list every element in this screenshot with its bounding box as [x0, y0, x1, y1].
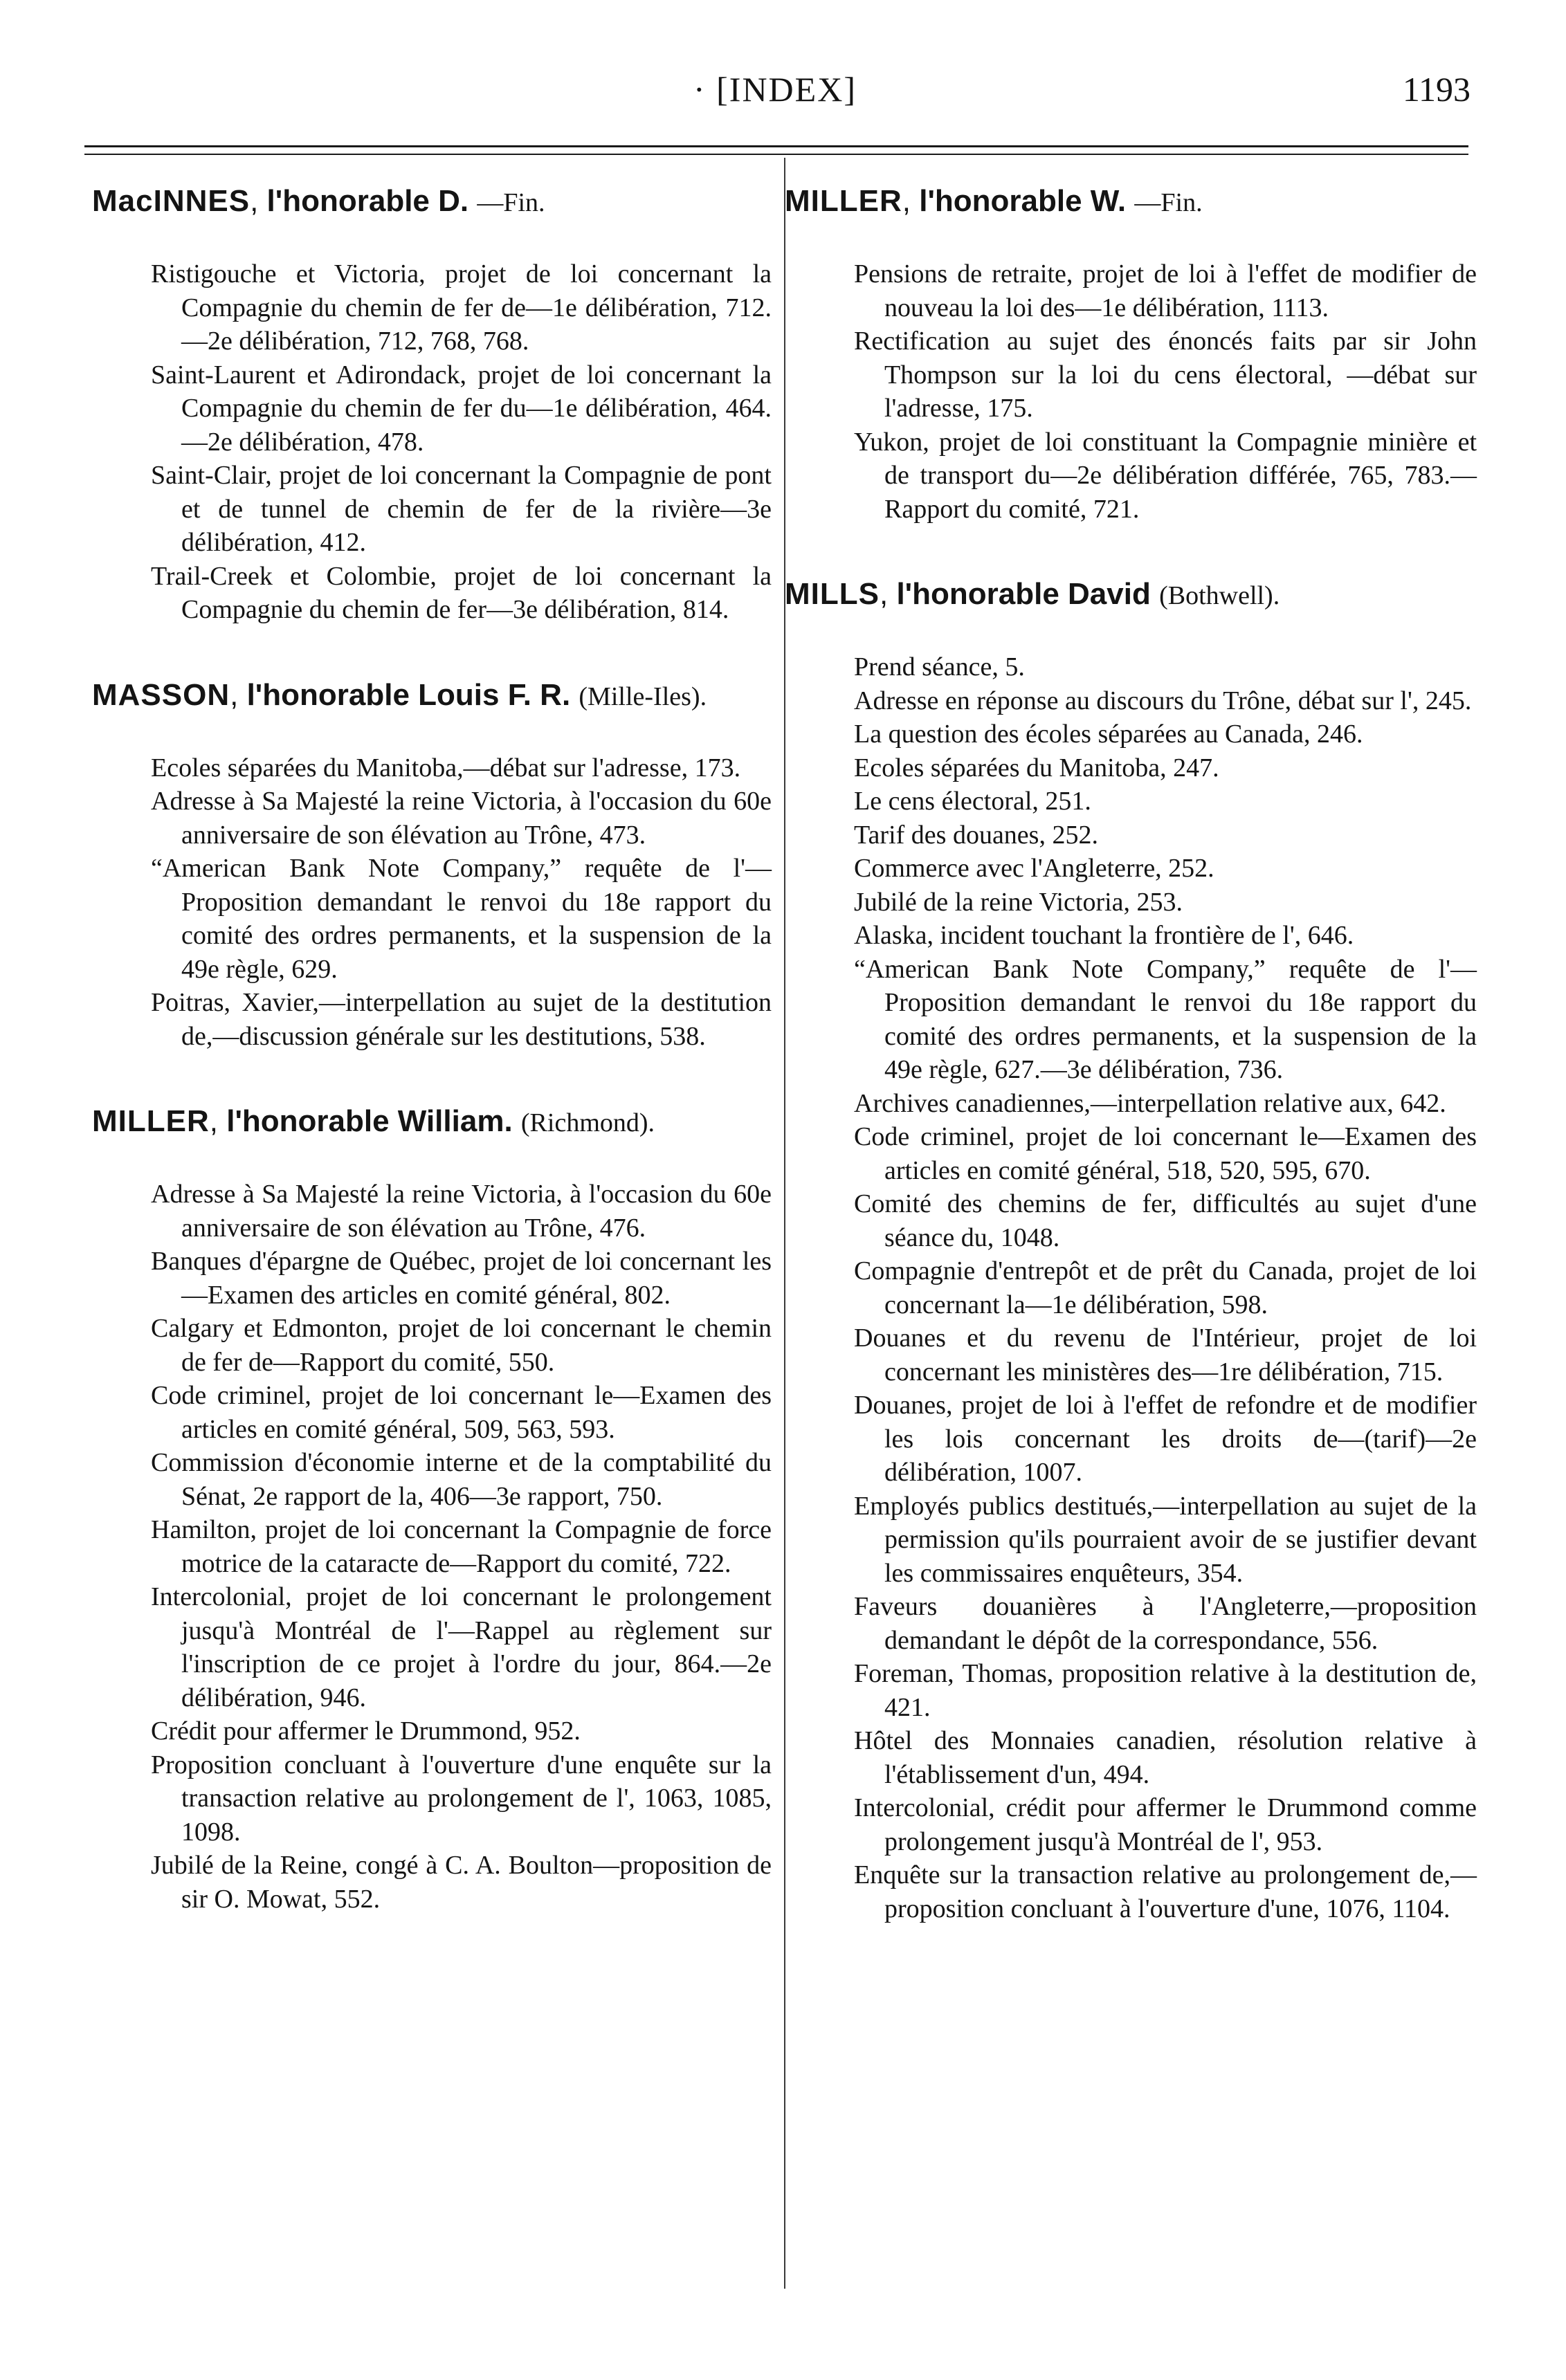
index-entry: Ecoles séparées du Manitoba, 247. — [854, 753, 1219, 782]
index-entry: Calgary et Edmonton, projet de loi concernant le chemin de fer de—Rapport du comité, 550. — [151, 1314, 772, 1377]
index-entry: Ecoles séparées du Manitoba,—débat sur l'adresse, 173. — [151, 753, 741, 782]
index-entry: Ristigouche et Victoria, projet de loi concernant la Compagnie du chemin de fer de—1e délibération, 712.—2e délibération, 712, 768, 768. — [151, 259, 772, 356]
heading-suffix: (Richmond). — [520, 1108, 655, 1137]
section-heading: MacINNES, l'honorable D. —Fin. — [92, 184, 545, 218]
heading-name: MILLS — [785, 577, 880, 611]
left-column — [92, 181, 777, 1964]
index-entry: Prend séance, 5. — [854, 652, 1025, 681]
heading-name: MILLER — [785, 184, 902, 218]
heading-suffix: (Mille-Iles). — [579, 681, 707, 711]
index-entry: Yukon, projet de loi constituant la Compagnie minière et de transport du—2e délibération différée, 765, 783.—Rapport du comité, 721. — [854, 427, 1477, 524]
running-title: · [INDEX] — [693, 70, 857, 109]
index-entry: Faveurs douanières à l'Angleterre,—proposition demandant le dépôt de la correspondance, 556. — [854, 1592, 1477, 1655]
index-entry: Crédit pour affermer le Drummond, 952. — [151, 1717, 581, 1746]
index-section — [92, 1101, 777, 1916]
index-entry: Jubilé de la reine Victoria, 253. — [854, 887, 1183, 917]
heading-title: l'honorable D. — [266, 184, 469, 218]
index-entry: Hôtel des Monnaies canadien, résolution relative à l'établissement d'un, 494. — [854, 1726, 1477, 1789]
index-entry: Saint-Laurent et Adirondack, projet de loi concernant la Compagnie du chemin de fer du—1e délibération, 464.—2e délibération, 478. — [151, 360, 772, 457]
index-entry: Tarif des douanes, 252. — [854, 820, 1098, 850]
index-entry: Alaska, incident touchant la frontière de l', 646. — [854, 921, 1354, 950]
index-entry: Douanes et du revenu de l'Intérieur, projet de loi concernant les ministères des—1re délibération, 715. — [854, 1324, 1477, 1386]
index-entry: Trail-Creek et Colombie, projet de loi concernant la Compagnie du chemin de fer—3e délibération, 814. — [151, 561, 772, 624]
index-entry: Hamilton, projet de loi concernant la Compagnie de force motrice de la cataracte de—Rapport du comité, 722. — [151, 1515, 772, 1578]
heading-name: MASSON — [92, 677, 230, 712]
heading-title: l'honorable Louis F. R. — [246, 677, 571, 712]
heading-title: l'honorable W. — [919, 184, 1127, 218]
index-entry: Intercolonial, crédit pour affermer le Drummond comme prolongement jusqu'à Montréal de l', 953. — [854, 1793, 1477, 1856]
index-entry: Rectification au sujet des énoncés faits par sir John Thompson sur la loi du cens électoral, —débat sur l'adresse, 175. — [854, 327, 1477, 423]
index-entry: Adresse à Sa Majesté la reine Victoria, à l'occasion du 60e anniversaire de son élévation au Trône, 476. — [151, 1180, 772, 1243]
heading-suffix: (Bothwell). — [1159, 581, 1280, 610]
heading-suffix: —Fin. — [1134, 188, 1203, 217]
heading-name: MacINNES — [92, 184, 251, 218]
index-entry: Intercolonial, projet de loi concernant le prolongement jusqu'à Montréal de l'—Rappel au règlement sur l'inscription de ce projet à l'ordre du jour, 864.—2e délibération, 946. — [151, 1582, 772, 1712]
heading-title: l'honorable David — [896, 577, 1151, 611]
right-column — [785, 181, 1477, 1974]
index-entry: Banques d'épargne de Québec, projet de loi concernant les—Examen des articles en comité général, 802. — [151, 1247, 772, 1310]
index-entry: Saint-Clair, projet de loi concernant la Compagnie de pont et de tunnel de chemin de fer de la rivière—3e délibération, 412. — [151, 461, 772, 557]
page-number: 1193 — [1402, 70, 1471, 109]
index-section — [92, 675, 777, 1054]
index-entry: Code criminel, projet de loi concernant le—Examen des articles en comité général, 518, 520, 595, 670. — [854, 1122, 1477, 1185]
index-entry: Employés publics destitués,—interpellation au sujet de la permission qu'ils pourraient avoir de se justifier devant les commissaires enquêteurs, 354. — [854, 1491, 1477, 1588]
heading-suffix: —Fin. — [477, 188, 545, 217]
index-entry: Foreman, Thomas, proposition relative à la destitution de, 421. — [854, 1659, 1477, 1722]
index-entry: Jubilé de la Reine, congé à C. A. Boulton—proposition de sir O. Mowat, 552. — [151, 1851, 772, 1914]
heading-name: MILLER — [92, 1104, 210, 1138]
index-entry: Commerce avec l'Angleterre, 252. — [854, 854, 1214, 883]
section-heading: MILLER, l'honorable William. (Richmond). — [92, 1104, 655, 1138]
section-heading: MASSON, l'honorable Louis F. R. (Mille-Iles). — [92, 677, 707, 712]
index-entry: Le cens électoral, 251. — [854, 787, 1091, 816]
index-entry: Compagnie d'entrepôt et de prêt du Canada, projet de loi concernant la—1e délibération, 598. — [854, 1256, 1477, 1319]
index-entry: Enquête sur la transaction relative au prolongement de,—proposition concluant à l'ouverture d'une, 1076, 1104. — [854, 1860, 1477, 1923]
header-rule-top — [84, 145, 1468, 147]
index-entry: Douanes, projet de loi à l'effet de refondre et de modifier les lois concernant les droits de—(tarif)—2e délibération, 1007. — [854, 1391, 1477, 1487]
index-entry: “American Bank Note Company,” requête de l'—Proposition demandant le renvoi du 18e rapport du comité des ordres permanents, et la suspension de la 49e règle, 627.—3e délibération, 736. — [854, 954, 1477, 1084]
header-rule-bottom — [84, 154, 1468, 155]
index-entry: “American Bank Note Company,” requête de l'—Proposition demandant le renvoi du 18e rapport du comité des ordres permanents, et la suspension de la 49e règle, 629. — [151, 854, 772, 984]
index-section — [92, 181, 777, 627]
index-entry: Commission d'économie interne et de la comptabilité du Sénat, 2e rapport de la, 406—3e rapport, 750. — [151, 1448, 772, 1511]
index-entry: Adresse en réponse au discours du Trône, débat sur l', 245. — [854, 686, 1472, 715]
index-entry: Code criminel, projet de loi concernant le—Examen des articles en comité général, 509, 563, 593. — [151, 1381, 772, 1444]
section-heading: MILLER, l'honorable W. —Fin. — [785, 184, 1203, 218]
index-section — [785, 574, 1477, 1925]
heading-title: l'honorable William. — [226, 1104, 513, 1138]
page-header — [0, 69, 1566, 118]
index-entry: Adresse à Sa Majesté la reine Victoria, à l'occasion du 60e anniversaire de son élévation au Trône, 473. — [151, 787, 772, 850]
index-entry: Comité des chemins de fer, difficultés au sujet d'une séance du, 1048. — [854, 1189, 1477, 1252]
index-entry: Archives canadiennes,—interpellation relative aux, 642. — [854, 1088, 1446, 1118]
index-entry: Pensions de retraite, projet de loi à l'effet de modifier de nouveau la loi des—1e délibération, 1113. — [854, 259, 1477, 322]
index-section — [785, 181, 1477, 526]
index-entry: La question des écoles séparées au Canada, 246. — [854, 720, 1363, 749]
index-entry: Proposition concluant à l'ouverture d'une enquête sur la transaction relative au prolongement de l', 1063, 1085, 1098. — [151, 1750, 772, 1847]
index-entry: Poitras, Xavier,—interpellation au sujet de la destitution de,—discussion générale sur les destitutions, 538. — [151, 988, 772, 1051]
section-heading: MILLS, l'honorable David (Bothwell). — [785, 577, 1280, 611]
